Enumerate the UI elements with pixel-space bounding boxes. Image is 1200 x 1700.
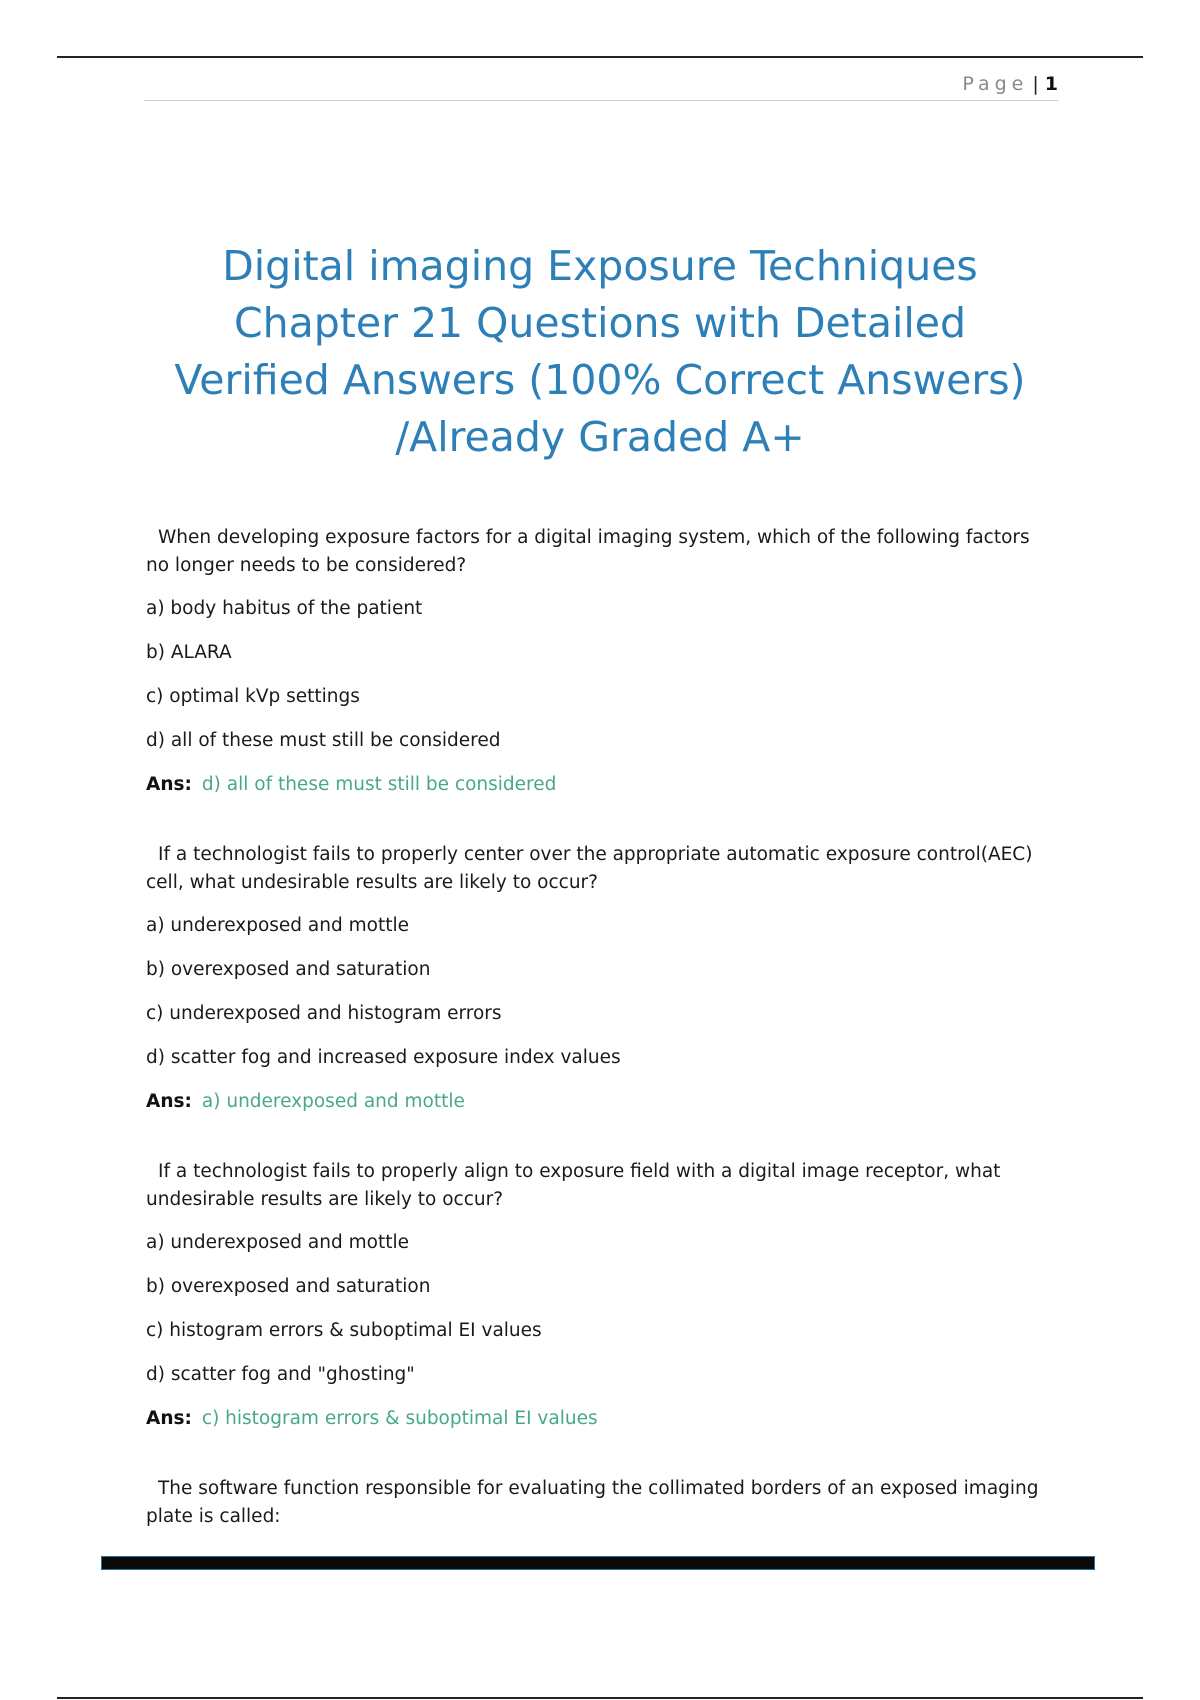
- title-line: Chapter 21 Questions with Detailed: [234, 299, 966, 347]
- answer-label: Ans:: [146, 1091, 192, 1112]
- page-number: 1: [1044, 73, 1058, 95]
- document-title: [130, 238, 1070, 466]
- top-rule: [57, 56, 1143, 58]
- correct-answer: [146, 772, 1058, 798]
- answer-text: c) histogram errors & suboptimal EI values: [201, 1408, 598, 1429]
- answer-option: d) all of these must still be considered: [146, 730, 501, 751]
- page-header: [144, 68, 1058, 101]
- question-1: [146, 524, 1058, 798]
- bottom-rule: [57, 1697, 1143, 1699]
- answer-label: Ans:: [146, 774, 192, 795]
- question-stem: When developing exposure factors for a digital imaging system, which of the following factors no longer needs to be considered?: [146, 527, 1030, 576]
- answer-option: a) underexposed and mottle: [146, 915, 409, 936]
- title-line: /Already Graded A+: [395, 413, 805, 461]
- answer-option: c) histogram errors & suboptimal EI values: [146, 1320, 542, 1341]
- answer-option: b) ALARA: [146, 642, 232, 663]
- question-3: [146, 1158, 1058, 1432]
- question-stem: If a technologist fails to properly align to exposure field with a digital image receptor, what undesirable results are likely to occur?: [146, 1161, 1001, 1210]
- correct-answer: [146, 1089, 1058, 1115]
- answer-text: a) underexposed and mottle: [201, 1091, 465, 1112]
- answer-option: d) scatter fog and increased exposure index values: [146, 1047, 621, 1068]
- answer-option: a) body habitus of the patient: [146, 598, 423, 619]
- answer-option: c) underexposed and histogram errors: [146, 1003, 502, 1024]
- question-stem: The software function responsible for evaluating the collimated borders of an exposed imaging plate is called:: [146, 1478, 1039, 1527]
- title-line: Verified Answers (100% Correct Answers): [174, 356, 1026, 404]
- page-word: Page: [962, 73, 1029, 95]
- title-line: Digital imaging Exposure Techniques: [222, 242, 978, 290]
- question-4: [146, 1475, 1058, 1531]
- question-2: [146, 841, 1058, 1115]
- answer-label: Ans:: [146, 1408, 192, 1429]
- correct-answer: [146, 1406, 1058, 1432]
- question-stem: If a technologist fails to properly center over the appropriate automatic exposure control(AEC) cell, what undesirable results are likely to occur?: [146, 844, 1033, 893]
- page-separator: |: [1032, 73, 1039, 95]
- questions-list: [146, 524, 1058, 1574]
- answer-text: d) all of these must still be considered: [201, 774, 557, 795]
- answer-option: b) overexposed and saturation: [146, 959, 431, 980]
- answer-option: d) scatter fog and "ghosting": [146, 1364, 415, 1385]
- footer-bar: [101, 1556, 1095, 1570]
- answer-option: a) underexposed and mottle: [146, 1232, 409, 1253]
- answer-option: c) optimal kVp settings: [146, 686, 360, 707]
- answer-option: b) overexposed and saturation: [146, 1276, 431, 1297]
